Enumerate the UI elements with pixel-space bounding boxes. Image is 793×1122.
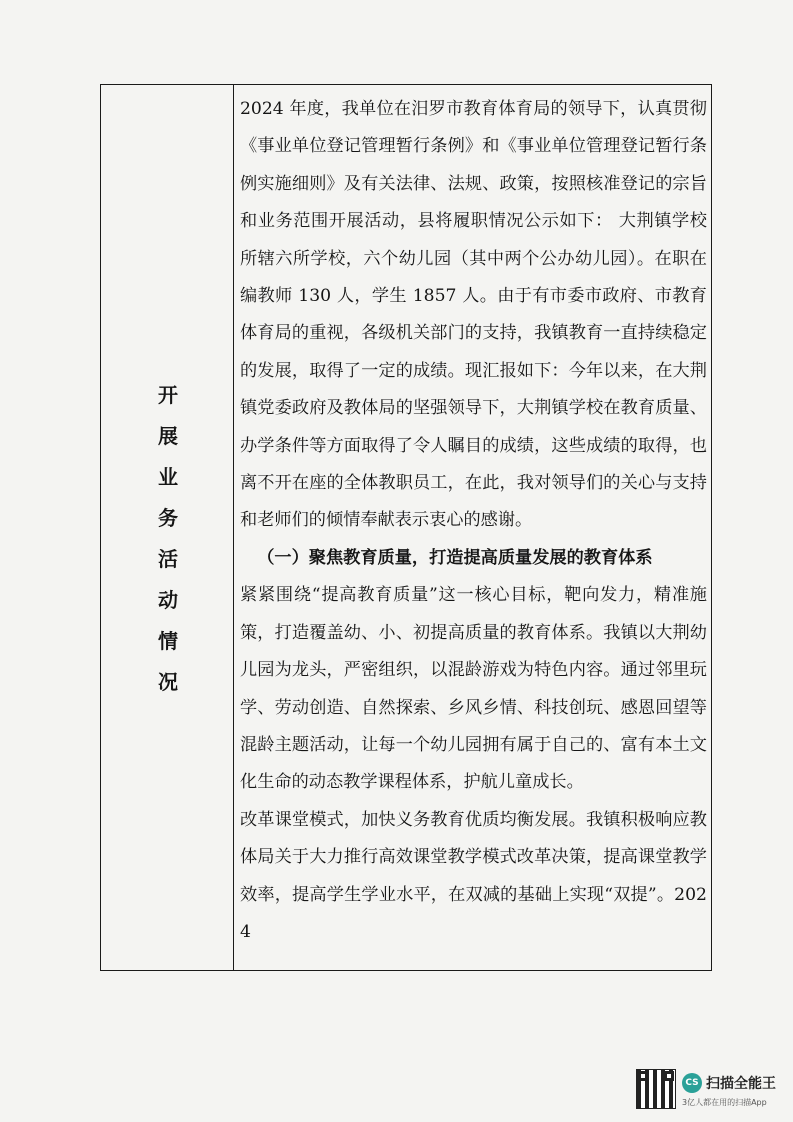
paragraph-quality: 紧紧围绕“提高教育质量”这一核心目标，靶向发力，精准施策，打造覆盖幼、小、初提高质量的教育体系。我镇以大荆幼儿园为龙头，严密组织，以混龄游戏为特色内容。通过邻里玩学、劳动创造、自然探索、乡风乡情、科技创玩、感恩回望等混龄主题活动，让每一个幼儿园拥有属于自己的、富有本土文化生命的动态教学课程体系，护航儿童成长。 [240,585,707,793]
scanner-app-name: 扫描全能王 [706,1076,776,1092]
paragraph-intro: 2024 年度，我单位在汨罗市教育体育局的领导下，认真贯彻《事业单位登记管理暂行条例》和《事业单位管理登记暂行条例实施细则》及有关法律、法规、政策，按照核准登记的宗旨和业务范围开展活动，县将履职情况公示如下： 大荆镇学校所辖六所学校，六个幼儿园（其中两个公办幼儿园）。在职在编教师 130 人，学生 1857 人。由于有市委市政府、市教育体育局的重视，各级机关部门的支持，我镇教育一直持续稳定的发展，取得了一定的成绩。现汇报如下：今年以来，在大荆镇党委政府及教体局的坚强领导下，大荆镇学校在教育质量、办学条件等方面取得了令人瞩目的成绩，这些成绩的取得，也离不开在座的全体教职员工，在此，我对领导们的关心与支持和老师们的倾情奉献表示衷心的感谢。 [240,99,707,531]
camscanner-logo-icon: CS [682,1073,702,1093]
paragraph-reform: 改革课堂模式，加快义务教育优质均衡发展。我镇积极响应教体局关于大力推行高效课堂教学模式改革决策，提高课堂教学效率，提高学生学业水平，在双减的基础上实现“双提”。2024 [240,809,707,942]
row-label-cell [101,85,234,970]
scanner-tagline: 3亿人都在用的扫描App [682,1098,767,1107]
info-table [100,84,712,971]
content-cell [234,85,711,970]
section-heading: （一）聚焦教育质量，打造提高质量发展的教育体系 [257,547,653,568]
qr-code-icon [636,1069,676,1109]
row-label: 开展业务活动情况 [158,383,178,694]
scanner-watermark [636,1069,786,1114]
